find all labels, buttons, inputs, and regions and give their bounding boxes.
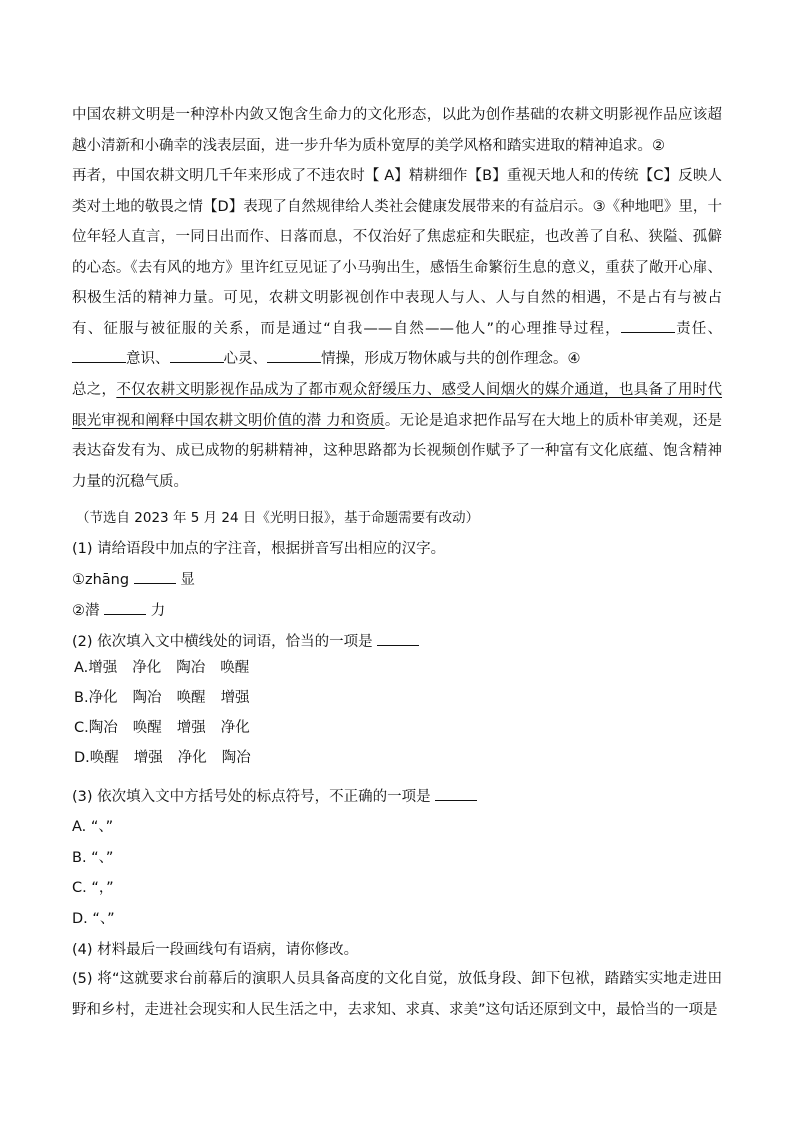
option-key: D. xyxy=(74,750,90,766)
question-2-prompt xyxy=(72,631,722,653)
option-key: C. xyxy=(74,720,89,736)
q1-item2-prefix: ②潜 xyxy=(72,603,100,619)
option-word: 增强 xyxy=(176,720,206,736)
q1-answer-blank-2[interactable] xyxy=(104,600,146,615)
q2-option-c[interactable] xyxy=(74,717,724,739)
fill-blank-4[interactable] xyxy=(267,348,321,363)
passage-paragraph-2-text: 再者，中国农耕文明几千年来形成了不违农时【 A】精耕细作【B】重视天地人和的传统【C】反映人类对土地的敬畏之情【D】表现了自然规律给人类社会健康发展带来的有益启示。③《种地吧》里，十位年轻人直言，一同日出而作、日落而息，不仅治好了焦虑症和失眠症，也改善了自私、狭隘、孤僻的心态。《去有风的地方》里许红豆见证了小马驹出生，感悟生命繁衍生息的意义，重获了敞开心扉、积极生活的精神力量。可见，农耕文明影视创作中表现人与人、人与自然的相遇，不是占有与被占有、征服与被征服的关系，而是通过“自我——自然——他人”的心理推导过程， xyxy=(72,168,722,337)
question-4-prompt: (4) 材料最后一段画线句有语病，请你修改。 xyxy=(72,942,359,958)
option-key: A. xyxy=(74,660,89,676)
option-key: A. xyxy=(72,819,87,835)
fill-blank-3[interactable] xyxy=(170,348,224,363)
q3-option-a[interactable] xyxy=(72,816,722,838)
option-word: 陶冶 xyxy=(176,660,206,676)
fill-blank-2[interactable] xyxy=(72,348,126,363)
passage-text-conclusion-start: 总之， xyxy=(72,382,117,398)
q3-answer-blank[interactable] xyxy=(435,786,477,801)
q1-item1-prefix: ①zhāng xyxy=(72,572,130,588)
option-word: 净化 xyxy=(132,660,162,676)
q3-option-d[interactable] xyxy=(72,908,722,930)
option-word: 陶冶 xyxy=(88,720,118,736)
q2-option-d[interactable] xyxy=(74,747,724,769)
q2-option-a[interactable] xyxy=(74,657,724,679)
option-word: 净化 xyxy=(177,750,207,766)
q2-prompt-text: (2) 依次填入文中横线处的词语，恰当的一项是 xyxy=(72,634,373,650)
passage-paragraph-3 xyxy=(72,375,722,497)
option-text: “，” xyxy=(91,880,114,896)
option-key: B. xyxy=(72,850,87,866)
fill-blank-1[interactable] xyxy=(621,318,675,333)
passage-text-conclusion-end: 。无论是追求把作品写在大地上的质朴审美观，还是表达奋发有为、成已成物的躬耕精神，这种思路都为长视频创作赋予了一种富有文化底蕴、饱含精神力量的沉稳气质。 xyxy=(72,412,723,490)
option-word: 唤醒 xyxy=(89,750,119,766)
passage-paragraph-1: 中国农耕文明是一种淳朴内敛又饱含生命力的文化形态，以此为创作基础的农耕文明影视作品应该超越小清新和小确幸的浅表层面，进一步升华为质朴宽厚的美学风格和踏实进取的精神追求。② xyxy=(72,107,722,154)
passage-text-heart: 心灵、 xyxy=(223,351,267,367)
q1-answer-blank-1[interactable] xyxy=(134,569,176,584)
option-key: C. xyxy=(72,880,87,896)
q3-option-c[interactable] xyxy=(72,877,722,899)
underlined-sentence: 不仅农耕文明影视作品成为了都市观众舒缓压力、感受人间烟火的媒介通道，也具备了用时代眼光审视和阐释中国农耕文明价值的潜 力和资质 xyxy=(72,382,723,429)
option-word: 陶冶 xyxy=(132,690,162,706)
question-3-prompt xyxy=(72,786,722,808)
q3-option-b[interactable] xyxy=(72,847,722,869)
q2-option-b[interactable] xyxy=(74,687,724,709)
q3-prompt-text: (3) 依次填入文中方括号处的标点符号，不正确的一项是 xyxy=(72,789,431,805)
question-1-prompt: (1) 请给语段中加点的字注音，根据拼音写出相应的汉字。 xyxy=(72,541,446,557)
q1-item1-suffix: 显 xyxy=(180,572,195,588)
passage-paragraph-2 xyxy=(72,161,722,375)
q2-answer-blank[interactable] xyxy=(377,631,419,646)
option-word: 唤醒 xyxy=(220,660,250,676)
option-word: 增强 xyxy=(88,660,118,676)
option-key: D. xyxy=(72,911,88,927)
question-1-item-2 xyxy=(72,600,722,622)
q1-item2-suffix: 力 xyxy=(150,603,166,619)
question-1-item-1 xyxy=(72,569,722,591)
option-word: 唤醒 xyxy=(176,690,206,706)
source-note: （节选自 2023 年 5 月 24 日《光明日报》，基于命题需要有改动） xyxy=(76,510,480,526)
question-5-prompt: (5) 将“这就要求台前幕后的演职人员具备高度的文化自觉，放低身段、卸下包袱，踏踏实实地走进田野和乡村，走进社会现实和人民生活之中，去求知、求真、求美”这句话还原到文中，最恰当的一项是 xyxy=(72,971,722,1018)
option-word: 增强 xyxy=(220,690,250,706)
option-word: 增强 xyxy=(133,750,163,766)
option-word: 净化 xyxy=(220,720,250,736)
option-key: B. xyxy=(74,690,89,706)
passage-text-sentiment: 情操，形成万物休戚与共的创作理念。④ xyxy=(321,351,581,367)
passage-text-responsibility: 责任、 xyxy=(674,320,722,337)
option-word: 净化 xyxy=(88,690,118,706)
option-text: “、” xyxy=(92,911,115,927)
option-text: “、” xyxy=(91,850,114,866)
option-word: 陶冶 xyxy=(221,750,251,766)
option-text: “、” xyxy=(90,819,114,835)
option-word: 唤醒 xyxy=(132,720,162,736)
passage-text-consciousness: 意识、 xyxy=(126,351,170,367)
